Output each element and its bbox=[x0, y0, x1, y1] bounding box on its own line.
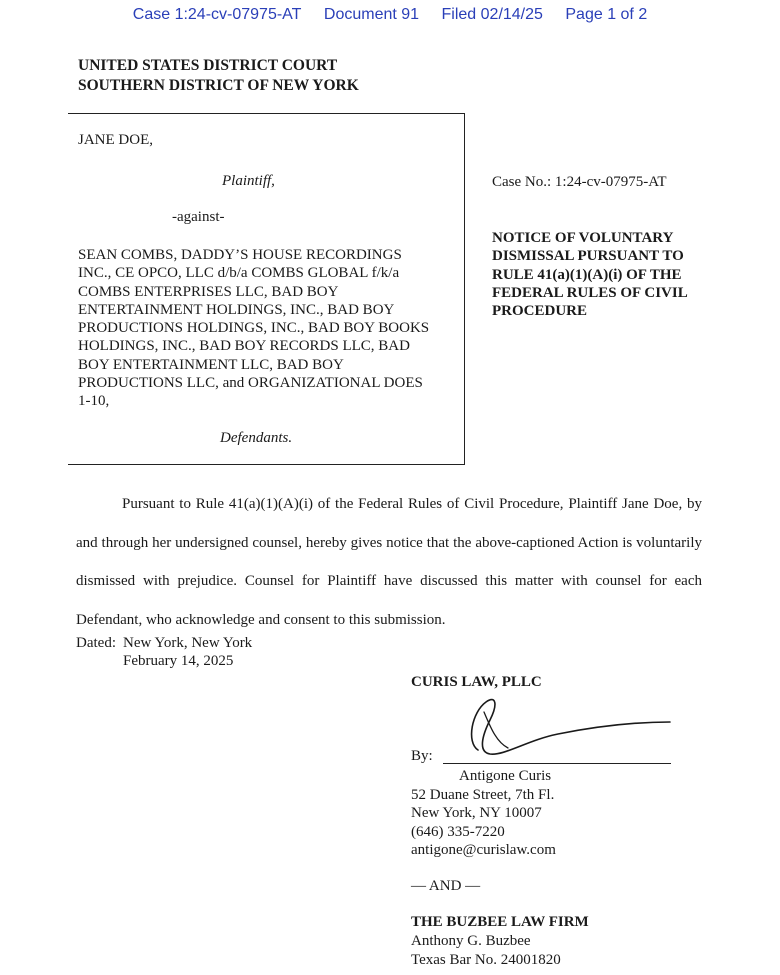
plaintiff-role: Plaintiff, bbox=[222, 173, 275, 189]
defendant-line: ENTERTAINMENT HOLDINGS, INC., BAD BOY bbox=[78, 301, 395, 318]
filing-stamp bbox=[0, 6, 780, 24]
and-separator: — AND — bbox=[411, 878, 481, 894]
dated-city: New York, New York bbox=[123, 635, 253, 651]
defendant-line: PRODUCTIONS LLC, and ORGANIZATIONAL DOES bbox=[78, 375, 423, 392]
notice-title-line: NOTICE OF VOLUNTARY bbox=[492, 230, 674, 246]
defendant-line: PRODUCTIONS HOLDINGS, INC., BAD BOY BOOKS bbox=[78, 320, 430, 337]
defendants-role: Defendants. bbox=[220, 430, 293, 446]
attorney-address-line: New York, NY 10007 bbox=[411, 805, 542, 822]
court-line-1: UNITED STATES DISTRICT COURT bbox=[78, 57, 338, 74]
dated-label: Dated: bbox=[76, 635, 116, 651]
stamp-page: Page 1 of 2 bbox=[565, 6, 648, 23]
notice-title-line: PROCEDURE bbox=[492, 303, 588, 320]
defendant-line: COMBS ENTERPRISES LLC, BAD BOY bbox=[78, 283, 339, 300]
notice-title bbox=[492, 229, 722, 320]
firm-name-buzbee: THE BUZBEE LAW FIRM bbox=[411, 914, 589, 930]
buzbee-block bbox=[411, 932, 561, 969]
court-heading bbox=[78, 56, 359, 96]
case-number: Case No.: 1:24-cv-07975-AT bbox=[492, 174, 667, 190]
attorney-phone: (646) 335-7220 bbox=[411, 823, 505, 840]
attorney-email: antigone@curislaw.com bbox=[411, 842, 556, 859]
buzbee-name: Anthony G. Buzbee bbox=[411, 933, 531, 949]
dated-date: February 14, 2025 bbox=[123, 653, 234, 669]
defendant-line: HOLDINGS, INC., BAD BOY RECORDS LLC, BAD bbox=[78, 338, 410, 355]
against-label: -against- bbox=[172, 209, 225, 225]
stamp-filed: Filed 02/14/25 bbox=[441, 6, 543, 23]
body-paragraph: Pursuant to Rule 41(a)(1)(A)(i) of the Federal Rules of Civil Procedure, Plaintiff Jane Doe, by and through her undersigned counsel, hereby gives notice that the above-captioned Action is voluntarily dismissed with prejudice. Counsel for Plaintiff have discussed this matter with counsel for each Defendant, who acknowledge and consent to this submission. bbox=[76, 496, 702, 628]
defendant-line: SEAN COMBS, DADDY’S HOUSE RECORDINGS bbox=[78, 247, 402, 263]
notice-title-line: RULE 41(a)(1)(A)(i) OF THE bbox=[492, 266, 682, 283]
signature-line bbox=[443, 763, 671, 764]
firm-name-curis: CURIS LAW, PLLC bbox=[411, 674, 542, 690]
by-label: By: bbox=[411, 748, 433, 764]
notice-title-line: FEDERAL RULES OF CIVIL bbox=[492, 284, 688, 301]
defendants-list bbox=[78, 246, 458, 411]
court-line-2: SOUTHERN DISTRICT OF NEW YORK bbox=[78, 77, 359, 94]
stamp-document: Document 91 bbox=[323, 6, 420, 23]
notice-title-line: DISMISSAL PURSUANT TO bbox=[492, 248, 684, 265]
plaintiff-name: JANE DOE, bbox=[78, 132, 153, 148]
defendant-line: INC., CE OPCO, LLC d/b/a COMBS GLOBAL f/k/a bbox=[78, 265, 400, 282]
stamp-case: Case 1:24-cv-07975-AT bbox=[132, 6, 302, 23]
defendant-line: 1-10, bbox=[78, 393, 110, 410]
attorney-name: Antigone Curis bbox=[459, 768, 552, 784]
buzbee-bar-number: Texas Bar No. 24001820 bbox=[411, 951, 561, 968]
attorney-address-line: 52 Duane Street, 7th Fl. bbox=[411, 786, 555, 803]
handwritten-signature bbox=[438, 692, 678, 764]
defendant-line: BOY ENTERTAINMENT LLC, BAD BOY bbox=[78, 356, 344, 373]
attorney-block bbox=[411, 767, 556, 860]
